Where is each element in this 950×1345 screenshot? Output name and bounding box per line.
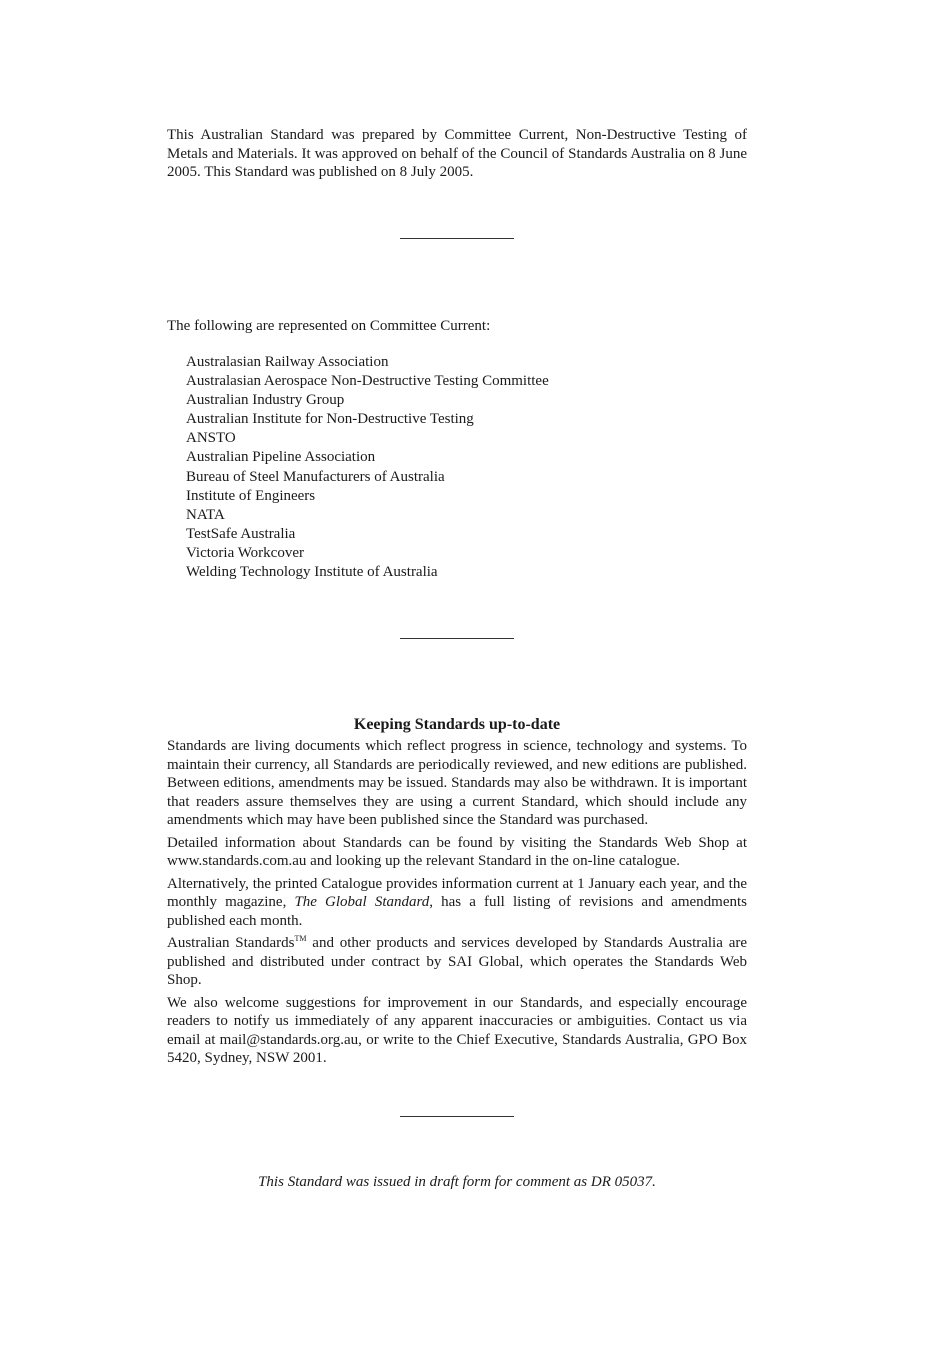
paragraph-text: Alternatively, the printed Catalogue provides information current at 1 January each year, and the monthly magazine, <box>167 875 747 911</box>
body-paragraph: We also welcome suggestions for improvement in our Standards, and especially encourage readers to notify us immediately of any apparent inaccuracies or ambiguities. Contact us via email at mail@standards.org.au, or write to the Chief Executive, Standards Australia, GPO Box 5420, Sydney, NSW 2001. <box>167 994 747 1067</box>
committee-member: TestSafe Australia <box>186 525 296 542</box>
committee-heading: The following are represented on Committee Current: <box>167 317 491 334</box>
committee-member: Australasian Aerospace Non-Destructive Testing Committee <box>186 373 549 390</box>
section-divider <box>400 238 514 239</box>
section-divider <box>400 638 514 639</box>
body-paragraph <box>167 875 747 931</box>
body-paragraph: Detailed information about Standards can be found by visiting the Standards Web Shop at www.standards.com.au and looking up the relevant Standard in the on-line catalogue. <box>167 834 747 870</box>
committee-member: Australasian Railway Association <box>186 354 389 370</box>
committee-member: Australian Pipeline Association <box>186 449 376 466</box>
section-divider <box>400 1116 514 1117</box>
committee-member: Australian Institute for Non-Destructive Testing <box>186 411 474 428</box>
paragraph-text: and other products and services developed by Standards Australia are published and distributed under contract by SAI Global, which operates the Standards Web Shop. <box>167 935 748 989</box>
committee-member: Australian Industry Group <box>186 392 345 409</box>
committee-member: NATA <box>186 506 225 523</box>
section-title: Keeping Standards up-to-date <box>353 716 561 734</box>
committee-member: Victoria Workcover <box>186 544 304 561</box>
body-paragraph <box>167 934 747 990</box>
paragraph-text: Australian Standards <box>167 935 295 952</box>
trademark-mark: TM <box>294 934 307 944</box>
intro-paragraph: This Australian Standard was prepared by Committee Current, Non-Destructive Testing of Metals and Materials. It was approved on behalf of the Council of Standards Australia on 8 June 2005. This Standard was published on 8 July 2005. <box>167 127 747 180</box>
paragraph-text: , has a full listing of revisions and amendments published each month. <box>167 894 748 929</box>
body-paragraph: Standards are living documents which reflect progress in science, technology and systems. To maintain their currency, all Standards are periodically reviewed, and new editions are published. Between editions, amendments may be issued. Standards may also be withdrawn. It is important that readers assure themselves they are using a current Standard, which should include any amendments which may have been published since the Standard was purchased. <box>167 738 747 829</box>
committee-member-list <box>167 353 747 582</box>
committee-member: Welding Technology Institute of Australia <box>186 564 438 581</box>
committee-member: ANSTO <box>186 430 236 447</box>
document-page <box>167 126 747 1191</box>
draft-note: This Standard was issued in draft form for comment as DR 05037. <box>258 1173 656 1190</box>
committee-member: Bureau of Steel Manufacturers of Australia <box>186 468 445 485</box>
committee-member: Institute of Engineers <box>186 487 316 504</box>
keeping-standards-section <box>167 715 747 1068</box>
magazine-title: The Global Standard <box>294 894 430 911</box>
